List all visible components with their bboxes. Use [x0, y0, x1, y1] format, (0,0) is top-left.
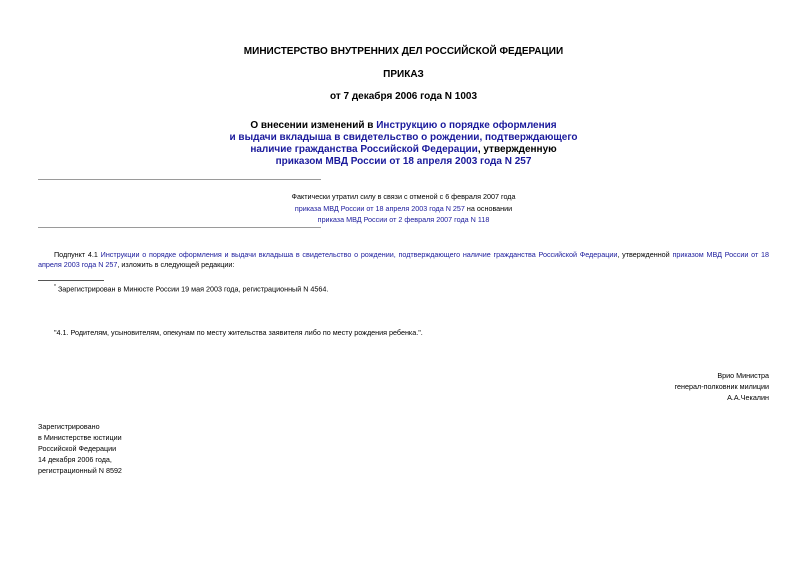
registration-block [38, 421, 122, 476]
divider-bottom [38, 227, 321, 228]
status-note [0, 191, 807, 226]
status-link-order-118[interactable]: приказа МВД России от 2 февраля 2007 года N 118 [317, 215, 490, 224]
footnote [54, 284, 328, 293]
body-link-instruction[interactable]: Инструкции о порядке оформления и выдачи вкладыша в свидетельство о рождении, подтверждающего наличие гражданства Российской Федерации [100, 250, 618, 259]
body-link-order-257[interactable]: приказом МВД России от 18 апреля 2003 года N 257 [38, 250, 769, 269]
body-p1-mid: , утвержденной [617, 250, 673, 259]
footnote-text: Зарегистрирован в Минюсте России 19 мая 2003 года, регистрационный N 4564. [57, 284, 329, 294]
body-p1-end: , изложить в следующей редакции: [117, 260, 235, 269]
document-title [0, 120, 807, 168]
footnote-mark: * [54, 284, 56, 290]
body-p1-start: Подпункт 4.1 [54, 250, 101, 259]
title-link-instruction-3[interactable]: наличие гражданства Российской Федерации [250, 144, 478, 155]
registration-line3: Российской Федерации [38, 444, 117, 453]
divider-top [38, 179, 321, 180]
status-note-line1: Фактически утратил силу в связи с отменой с 6 февраля 2007 года [291, 192, 516, 201]
registration-line2: в Министерстве юстиции [38, 433, 122, 442]
title-prefix: О внесении изменений в [250, 120, 377, 131]
body-paragraph [38, 250, 769, 270]
title-link-instruction-2[interactable]: и выдачи вкладыша в свидетельство о рождении, подтверждающего [229, 132, 578, 143]
status-link-order-257[interactable]: приказа МВД России от 18 апреля 2003 года N 257 [294, 203, 465, 213]
registration-line4: 14 декабря 2006 года, [38, 455, 112, 464]
signature-name: А.А.Чекалин [727, 393, 769, 402]
document-type: ПРИКАЗ [383, 69, 424, 80]
registration-line5: регистрационный N 8592 [38, 466, 122, 475]
title-link-instruction-1[interactable]: Инструкцию о порядке оформления [376, 120, 557, 131]
quoted-wording: "4.1. Родителям, усыновителям, опекунам по месту жительства заявителя либо по месту рождения ребенка.". [54, 328, 423, 337]
ministry-heading: МИНИСТЕРСТВО ВНУТРЕННИХ ДЕЛ РОССИЙСКОЙ ФЕДЕРАЦИИ [243, 46, 564, 57]
document-date-number: от 7 декабря 2006 года N 1003 [329, 91, 478, 102]
signature-block [675, 370, 769, 403]
registration-line1: Зарегистрировано [38, 422, 100, 431]
footnote-rule [38, 280, 104, 281]
signature-role: Врио Министра [717, 371, 769, 380]
signature-rank: генерал-полковник милиции [674, 382, 769, 391]
title-mid-text: , утвержденную [477, 144, 557, 155]
title-link-order-257[interactable]: приказом МВД России от 18 апреля 2003 года N 257 [275, 156, 532, 167]
status-note-mid: на основании [464, 203, 513, 213]
